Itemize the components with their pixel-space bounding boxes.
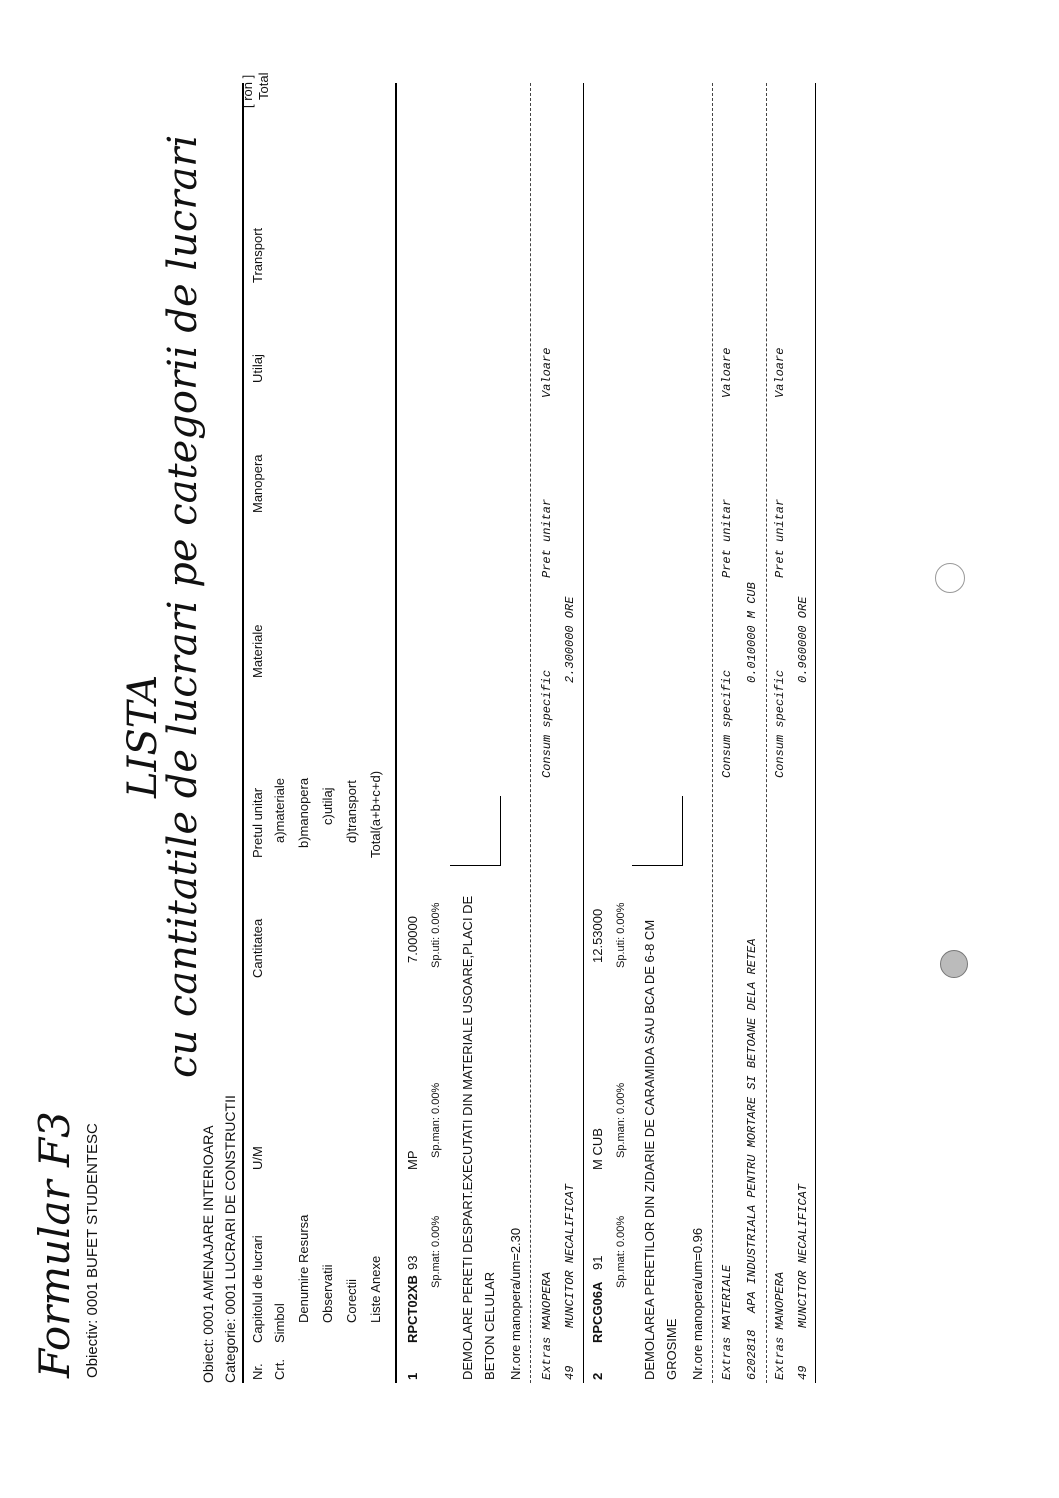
header-utilaj: Utilaj	[250, 354, 265, 383]
item-1-extras-pret: Pret unitar	[540, 498, 554, 578]
header-denumire: Denumire Resursa	[296, 1214, 311, 1323]
item-2-bottom-rule	[815, 83, 816, 1383]
item-1-sp-uti: Sp.uti: 0.00%	[430, 902, 442, 968]
item-2-desc2: GROSIME	[664, 1318, 679, 1380]
form-title: Formular F3	[30, 1111, 79, 1378]
header-d: d)transport	[344, 780, 359, 843]
header-um: U/M	[250, 1146, 265, 1170]
item-1-line-1-code: 49	[563, 1365, 577, 1380]
list-title: LISTA	[120, 674, 166, 798]
obiect-label: Obiect: 0001 AMENAJARE INTERIOARA	[200, 1125, 216, 1383]
header-observatii: Observatii	[320, 1264, 335, 1323]
item-2-sp-man: Sp.man: 0.00%	[615, 1082, 627, 1158]
item-2-ore: Nr.ore manopera/um=0.96	[690, 1227, 705, 1380]
item-1-line-1-value: 2.300000 ORE	[563, 596, 577, 683]
header-top-rule	[242, 83, 244, 1383]
item-1-nr: 1	[405, 1372, 420, 1380]
item-1-qty: 7.00000	[405, 916, 420, 963]
header-bottom-rule	[395, 83, 397, 1383]
item-1-rule	[530, 83, 531, 1383]
item-2-line-1-code: 6202818	[745, 1329, 759, 1380]
item-2-extras-1-pret: Pret unitar	[720, 498, 734, 578]
objectiv-label: Obiectiv: 0001 BUFET STUDENTESC	[84, 1123, 101, 1378]
item-2-code-num: 91	[590, 1255, 605, 1270]
item-2-rule-2	[766, 83, 767, 1383]
item-1-um: MP	[405, 1150, 420, 1170]
header-manopera: Manopera	[250, 454, 265, 513]
header-b: b)manopera	[296, 777, 311, 848]
header-capitol: Capitolul de lucrari	[250, 1235, 265, 1343]
header-total-formula: Total(a+b+c+d)	[368, 770, 383, 858]
item-1-extras-consum: Consum specific	[540, 669, 554, 778]
punch-hole-mark	[940, 950, 968, 978]
item-2-line-2-name: MUNCITOR NECALIFICAT	[796, 1183, 810, 1328]
categorie-label: Categorie: 0001 LUCRARI DE CONSTRUCTII	[222, 1095, 238, 1383]
item-2-qty: 12.53000	[590, 908, 605, 963]
header-crt: Crt.	[272, 1359, 287, 1380]
item-2-line-1-name: APA INDUSTRIALA PENTRU MORTARE SI BETOANE DELA RETEA	[745, 938, 759, 1313]
item-2-extras-1-consum: Consum specific	[720, 669, 734, 778]
item-2-um: M CUB	[590, 1128, 605, 1170]
currency-label: [ ron ]	[240, 74, 255, 108]
item-2-line-2-code: 49	[796, 1365, 810, 1380]
item-1-code: RPCT02XB	[405, 1275, 420, 1343]
item-2-extras-2-pret: Pret unitar	[773, 498, 787, 578]
header-liste: Liste Anexe	[368, 1255, 383, 1323]
item-1-desc1: DEMOLARE PERETI DESPART.EXECUTATI DIN MATERIALE USOARE,PLACI DE	[460, 895, 475, 1380]
item-1-desc2: BETON CELULAR	[482, 1271, 497, 1380]
item-1-line-1-name: MUNCITOR NECALIFICAT	[563, 1183, 577, 1328]
header-simbol: Simbol	[272, 1303, 287, 1343]
header-transport: Transport	[250, 227, 265, 283]
list-subtitle: cu cantitatile de lucrari pe categorii de lucrari	[160, 134, 206, 1078]
item-1-ore: Nr.ore manopera/um=2.30	[508, 1227, 523, 1380]
item-2-extras-1-label: Extras MATERIALE	[720, 1264, 734, 1380]
item-2-line-2-value: 0.960000 ORE	[796, 596, 810, 683]
item-2-extras-2-valoare: Valoare	[773, 347, 787, 398]
item-2-nr: 2	[590, 1372, 605, 1380]
item-1-bottom-rule	[583, 83, 584, 1383]
item-1-total-rule	[500, 796, 501, 866]
item-2-extras-2-consum: Consum specific	[773, 669, 787, 778]
item-2-divider	[632, 865, 682, 866]
header-corectii: Corectii	[344, 1278, 359, 1323]
item-2-desc1: DEMOLAREA PERETILOR DIN ZIDARIE DE CARAMIDA SAU BCA DE 6-8 CM	[642, 919, 657, 1380]
item-2-extras-1-valoare: Valoare	[720, 347, 734, 398]
item-1-sp-man: Sp.man: 0.00%	[430, 1082, 442, 1158]
item-1-code-num: 93	[405, 1255, 420, 1270]
item-2-rule-1	[712, 83, 713, 1383]
item-1-sp-mat: Sp.mat: 0.00%	[430, 1215, 442, 1288]
punch-hole-ring	[935, 563, 965, 593]
header-pret: Pretul unitar	[250, 787, 265, 858]
header-nr: Nr.	[250, 1363, 265, 1380]
header-total: Total	[256, 72, 271, 100]
header-a: a)materiale	[272, 777, 287, 843]
item-2-sp-mat: Sp.mat: 0.00%	[615, 1215, 627, 1288]
item-2-line-1-value: 0.010000 M CUB	[745, 582, 759, 683]
item-1-extras-label: Extras MANOPERA	[540, 1271, 554, 1380]
item-2-extras-2-label: Extras MANOPERA	[773, 1271, 787, 1380]
item-2-sp-uti: Sp.uti: 0.00%	[615, 902, 627, 968]
header-cantitatea: Cantitatea	[250, 918, 265, 978]
item-1-extras-valoare: Valoare	[540, 347, 554, 398]
header-c: c)utilaj	[320, 787, 335, 825]
item-2-code: RPCG06A	[590, 1281, 605, 1343]
header-materiale: Materiale	[250, 624, 265, 678]
item-2-total-rule	[682, 796, 683, 866]
item-1-divider	[450, 865, 500, 866]
